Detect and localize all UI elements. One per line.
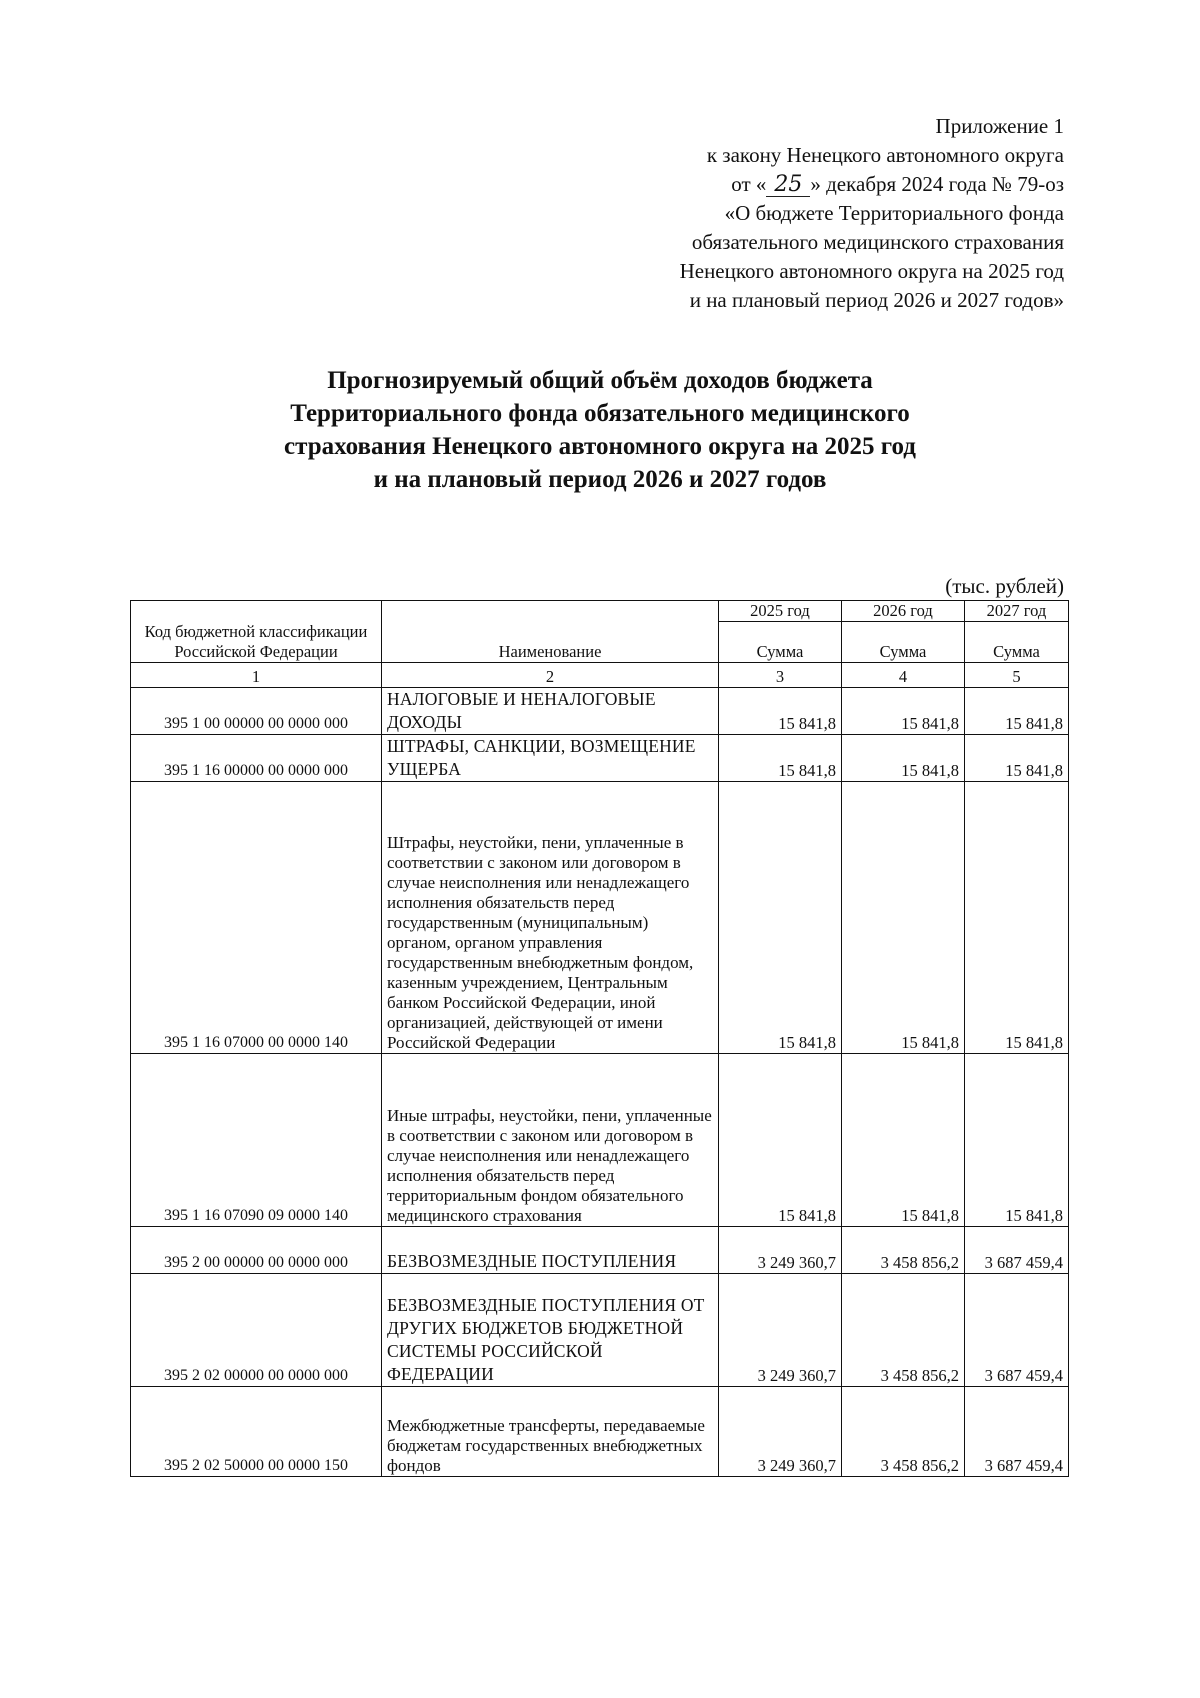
amount-2026-cell: 15 841,8 — [842, 1054, 965, 1227]
amount-2026-cell: 15 841,8 — [842, 688, 965, 735]
title-line-1: Прогнозируемый общий объём доходов бюджета — [327, 367, 873, 394]
budget-code-cell: 395 1 16 00000 00 0000 000 — [131, 735, 382, 782]
header-name: Наименование — [382, 601, 719, 663]
date-suffix: » декабря 2024 года № 79-оз — [810, 172, 1064, 196]
amount-2027-cell: 3 687 459,4 — [965, 1227, 1069, 1274]
column-number: 5 — [965, 663, 1069, 688]
table-row — [131, 688, 1069, 735]
appendix-date-line — [680, 170, 1064, 199]
amount-2025-cell: 15 841,8 — [719, 1054, 842, 1227]
units-label: (тыс. рублей) — [945, 574, 1064, 598]
table-header-row-1 — [131, 601, 1069, 622]
amount-2027-cell: 15 841,8 — [965, 688, 1069, 735]
amount-2027-cell: 15 841,8 — [965, 735, 1069, 782]
appendix-number: Приложение 1 — [935, 114, 1064, 138]
table-row — [131, 1227, 1069, 1274]
amount-2026-cell: 15 841,8 — [842, 735, 965, 782]
budget-code-cell: 395 2 02 50000 00 0000 150 — [131, 1387, 382, 1477]
table-row — [131, 735, 1069, 782]
column-number: 3 — [719, 663, 842, 688]
column-number-row — [131, 663, 1069, 688]
budget-code-cell: 395 1 16 07000 00 0000 140 — [131, 782, 382, 1054]
revenue-table — [130, 600, 1069, 1477]
amount-2025-cell: 15 841,8 — [719, 782, 842, 1054]
document-title — [0, 364, 1200, 496]
appendix-header — [680, 112, 1064, 315]
revenue-name-cell: НАЛОГОВЫЕ И НЕНАЛОГОВЫЕ ДОХОДЫ — [382, 688, 719, 735]
budget-code-cell: 395 2 00 00000 00 0000 000 — [131, 1227, 382, 1274]
amount-2025-cell: 15 841,8 — [719, 688, 842, 735]
amount-2027-cell: 15 841,8 — [965, 782, 1069, 1054]
header-sum-2027: Сумма — [965, 622, 1069, 663]
amount-2027-cell: 3 687 459,4 — [965, 1274, 1069, 1387]
amount-2025-cell: 3 249 360,7 — [719, 1227, 842, 1274]
header-year-2026: 2026 год — [842, 601, 965, 622]
law-title-line-2: обязательного медицинского страхования — [691, 230, 1064, 254]
header-year-2027: 2027 год — [965, 601, 1069, 622]
header-sum-2025: Сумма — [719, 622, 842, 663]
column-number: 1 — [131, 663, 382, 688]
law-title-line-4: и на плановый период 2026 и 2027 годов» — [689, 288, 1064, 312]
budget-code-cell: 395 1 00 00000 00 0000 000 — [131, 688, 382, 735]
amount-2026-cell: 3 458 856,2 — [842, 1387, 965, 1477]
table-row — [131, 782, 1069, 1054]
title-line-3: страхования Ненецкого автономного округа на 2025 год — [284, 433, 916, 460]
amount-2026-cell: 15 841,8 — [842, 782, 965, 1054]
column-number: 4 — [842, 663, 965, 688]
amount-2027-cell: 3 687 459,4 — [965, 1387, 1069, 1477]
amount-2025-cell: 15 841,8 — [719, 735, 842, 782]
title-line-2: Территориального фонда обязательного медицинского — [290, 400, 910, 427]
table-row — [131, 1387, 1069, 1477]
header-sum-2026: Сумма — [842, 622, 965, 663]
title-line-4: и на плановый период 2026 и 2027 годов — [373, 466, 827, 493]
budget-code-cell: 395 2 02 00000 00 0000 000 — [131, 1274, 382, 1387]
table-row — [131, 1274, 1069, 1387]
header-code: Код бюджетной классификации Российской Федерации — [131, 601, 382, 663]
amount-2026-cell: 3 458 856,2 — [842, 1274, 965, 1387]
handwritten-day: 25 — [766, 174, 810, 197]
amount-2027-cell: 15 841,8 — [965, 1054, 1069, 1227]
appendix-law-ref: к закону Ненецкого автономного округа — [706, 143, 1064, 167]
revenue-name-cell: Межбюджетные трансферты, передаваемые бюджетам государственных внебюджетных фондов — [382, 1387, 719, 1477]
header-year-2025: 2025 год — [719, 601, 842, 622]
law-title-line-1: «О бюджете Территориального фонда — [724, 201, 1064, 225]
revenue-name-cell: БЕЗВОЗМЕЗДНЫЕ ПОСТУПЛЕНИЯ — [382, 1227, 719, 1274]
budget-code-cell: 395 1 16 07090 09 0000 140 — [131, 1054, 382, 1227]
law-title-line-3: Ненецкого автономного округа на 2025 год — [679, 259, 1064, 283]
amount-2025-cell: 3 249 360,7 — [719, 1387, 842, 1477]
table-row — [131, 1054, 1069, 1227]
revenue-name-cell: БЕЗВОЗМЕЗДНЫЕ ПОСТУПЛЕНИЯ ОТ ДРУГИХ БЮДЖЕТОВ БЮДЖЕТНОЙ СИСТЕМЫ РОССИЙСКОЙ ФЕДЕРАЦИИ — [382, 1274, 719, 1387]
revenue-name-cell: Штрафы, неустойки, пени, уплаченные в соответствии с законом или договором в случае неисполнения или ненадлежащего исполнения обязательств перед государственным (муниципальным) органом, органом управления государственным внебюджетным фондом, казенным учреждением, Центральным банком Российской Федерации, иной организацией, действующей от имени Российской Федерации — [382, 782, 719, 1054]
revenue-name-cell: Иные штрафы, неустойки, пени, уплаченные в соответствии с законом или договором в случае неисполнения или ненадлежащего исполнения обязательств перед территориальным фондом обязательного медицинского страхования — [382, 1054, 719, 1227]
column-number: 2 — [382, 663, 719, 688]
amount-2026-cell: 3 458 856,2 — [842, 1227, 965, 1274]
revenue-name-cell: ШТРАФЫ, САНКЦИИ, ВОЗМЕЩЕНИЕ УЩЕРБА — [382, 735, 719, 782]
date-prefix: от « — [731, 172, 767, 196]
amount-2025-cell: 3 249 360,7 — [719, 1274, 842, 1387]
